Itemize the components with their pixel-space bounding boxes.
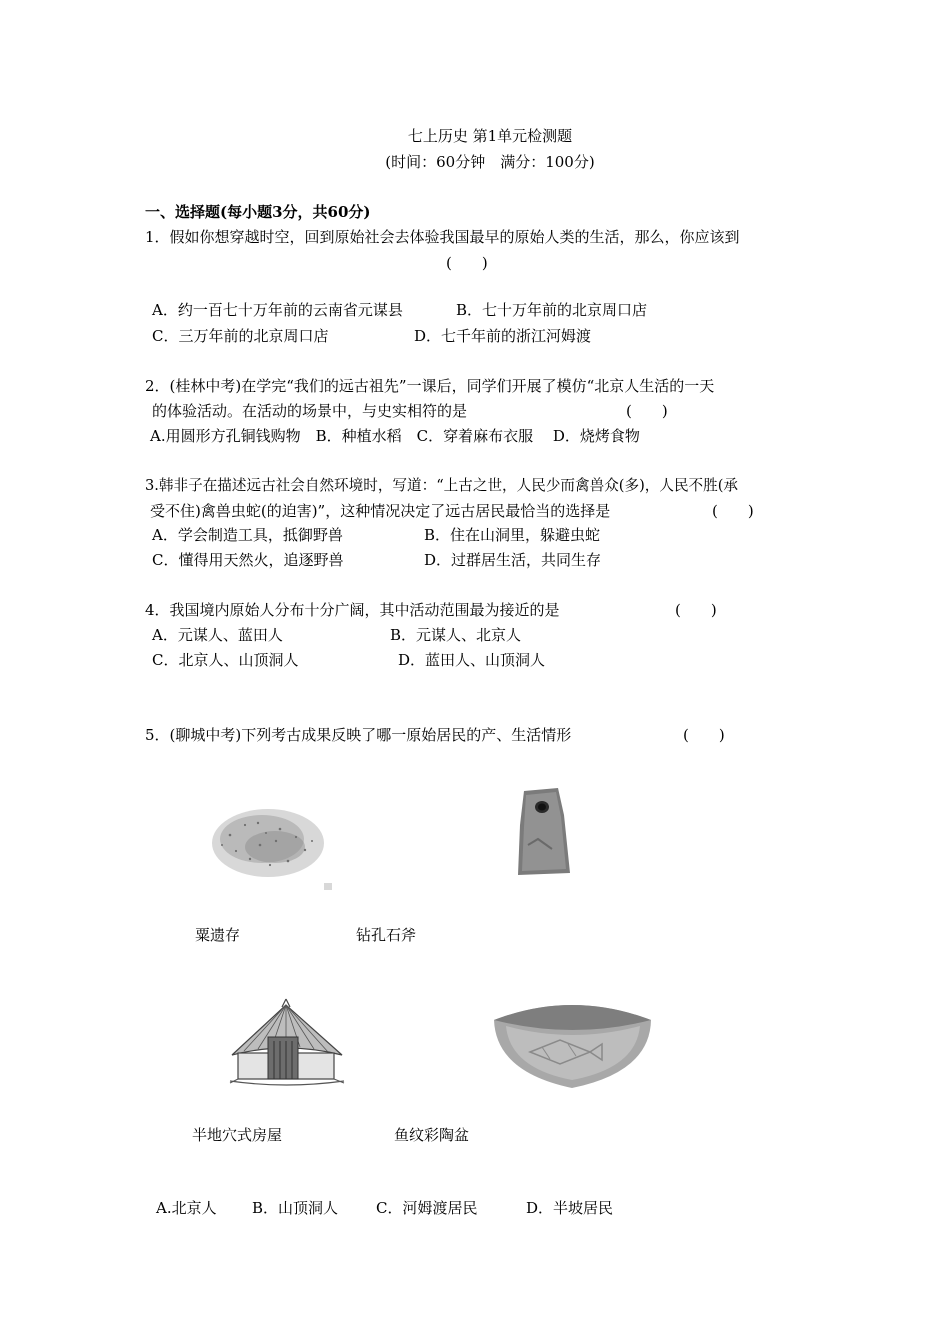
caption-millet-remains: 粟遗存 [195,926,241,944]
q1-answer-bracket: ( ) [446,254,488,272]
caption-semi-subterranean-house: 半地穴式房屋 [192,1126,283,1144]
q1-option-a: A．约一百七十万年前的云南省元谋县 [152,301,403,319]
q3-option-d: D．过群居生活，共同生存 [424,551,602,569]
q4-stem: 4．我国境内原始人分布十分广阔，其中活动范围最为接近的是 [145,601,560,619]
q3-answer-bracket: ( ) [712,502,754,520]
caption-drilled-stone-axe: 钻孔石斧 [356,926,417,944]
page-title: 七上历史 第1单元检测题 [407,127,573,145]
q3-option-b: B．住在山洞里，躲避虫蛇 [424,526,601,544]
q5-option-b: B．山顶洞人 [252,1199,339,1217]
q4-option-c: C．北京人、山顶洞人 [152,651,299,669]
q3-option-a: A．学会制造工具，抵御野兽 [152,526,343,544]
q5-option-c: C．河姆渡居民 [376,1199,478,1217]
section-heading: 一、选择题(每小题3分，共60分) [145,203,371,221]
q1-stem: 1．假如你想穿越时空，回到原始社会去体验我国最早的原始人类的生活，那么，你应该到 [145,228,740,246]
q3-option-c: C．懂得用天然火，追逐野兽 [152,551,344,569]
q2-stem-line2: 的体验活动。在活动的场景中，与史实相符的是 [152,402,468,420]
q1-option-d: D．七千年前的浙江河姆渡 [414,327,592,345]
q5-stem: 5．(聊城中考)下列考古成果反映了哪一原始居民的产、生活情形 [145,726,572,744]
q2-answer-bracket: ( ) [626,402,668,420]
q3-stem-line2: 受不住)禽兽虫蛇(的迫害)”，这种情况决定了远古居民最恰当的选择是 [150,502,611,520]
q1-option-b: B．七十万年前的北京周口店 [456,301,648,319]
q5-option-a: A.北京人 [156,1199,217,1217]
q4-option-d: D．蓝田人、山顶洞人 [398,651,546,669]
q1-option-c: C．三万年前的北京周口店 [152,327,329,345]
q4-option-b: B．元谋人、北京人 [390,626,522,644]
q2-stem-line1: 2．(桂林中考)在学完“我们的远古祖先”一课后，同学们开展了模仿“北京人生活的一天 [145,377,715,395]
drilled-stone-axe-image [512,785,574,880]
q3-stem-line1: 3.韩非子在描述远古社会自然环境时，写道：“上古之世，人民少而禽兽众(多)，人民不胜(承 [145,477,739,494]
q4-answer-bracket: ( ) [675,601,717,619]
caption-fish-pattern-pottery-basin: 鱼纹彩陶盆 [394,1126,470,1144]
q5-option-d: D．半坡居民 [526,1199,614,1217]
exam-info: (时间：60分钟 满分：100分) [385,153,595,171]
q5-answer-bracket: ( ) [683,726,725,744]
q4-option-a: A．元谋人、蓝田人 [152,626,283,644]
millet-remains-image [200,795,332,890]
fish-pattern-pottery-basin-image [490,992,655,1090]
semi-subterranean-house-image [228,997,346,1089]
q2-options: A.用圆形方孔铜钱购物 B．种植水稻 C．穿着麻布衣服 D．烧烤食物 [150,427,640,445]
